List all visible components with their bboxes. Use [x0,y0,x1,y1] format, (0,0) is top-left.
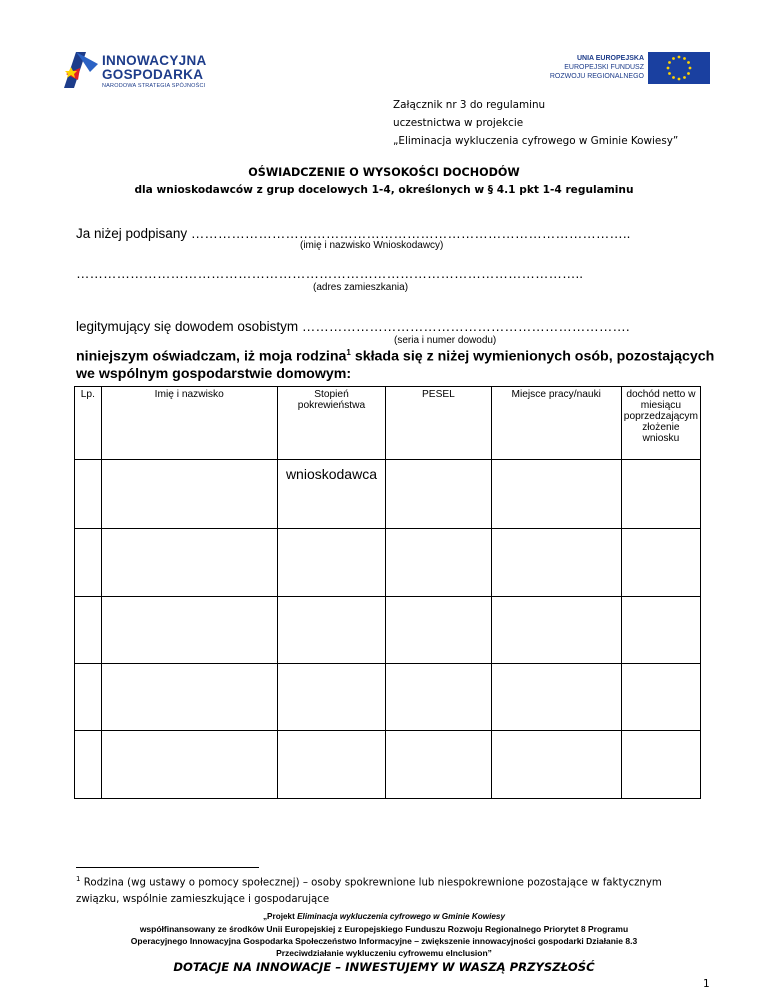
table-row [75,460,701,529]
cell-lp [75,597,102,664]
cell-relation [277,529,386,597]
cell-income [621,664,700,731]
footer-slogan: DOTACJE NA INNOWACJE – INWESTUJEMY W WASZĄ PRZYSZŁOŚĆ [173,960,595,974]
innowacyjna-gospodarka-logo [62,48,222,94]
declaration-text [76,344,714,383]
cell-relation [277,664,386,731]
header-relation: Stopień pokrewieństwa [277,387,386,460]
cell-income [621,460,700,529]
address-caption: (adres zamieszkania) [313,282,409,293]
cell-lp [75,664,102,731]
cell-workplace [491,460,621,529]
eu-logo-line2: EUROPEJSKI FUNDUSZ [564,64,644,71]
footnote-line1 [76,875,662,888]
cell-pesel [386,597,491,664]
cell-lp [75,460,102,529]
name-caption: (imię i nazwisko Wnioskodawcy) [300,240,444,251]
header-workplace: Miejsce pracy/nauki [491,387,621,460]
document-title: OŚWIADCZENIE O WYSOKOŚCI DOCHODÓW [248,166,520,179]
annex-line3: „Eliminacja wykluczenia cyfrowego w Gminie Kowiesy” [393,135,679,147]
name-line [76,226,630,241]
cell-name [101,731,277,799]
footer-project-pre: „Projekt [262,912,298,921]
ig-logo-line1: INNOWACYJNA [102,53,207,68]
footnote-mark: 1 [76,875,81,883]
cell-relation [277,597,386,664]
name-dots: …………………………………………………………………………………….. [190,226,631,241]
footer-line4: Przeciwdziałanie wykluczeniu cyfrowemu eInclusion” [276,948,492,958]
document-subtitle: dla wnioskodawców z grup docelowych 1-4, określonych w § 4.1 pkt 1-4 regulaminu [134,184,634,196]
page-number: 1 [703,978,710,990]
annex-line1: Załącznik nr 3 do regulaminu [393,99,546,111]
footnote-text1: Rodzina (wg ustawy o pomocy społecznej) – osoby spokrewnione lub niespokrewnione pozostające w faktycznym [83,877,662,889]
cell-name [101,664,277,731]
id-dots: ………………………………………………………………. [301,319,630,334]
table-row [75,529,701,597]
cell-pesel [386,731,491,799]
footer-project [0,912,768,921]
cell-workplace [491,664,621,731]
family-members-table [74,386,701,799]
footnote-line2: związku, wspólnie zamieszkujące i gospodarujące [76,894,330,905]
header-lp: Lp. [75,387,102,460]
declaration-part2: składa się z niżej wymienionych osób, pozostających [350,348,715,365]
cell-income [621,731,700,799]
table-header-row [75,387,701,460]
cell-name [101,597,277,664]
header-pesel: PESEL [386,387,491,460]
name-label: Ja niżej podpisany [76,226,188,241]
annex-line2: uczestnictwa w projekcie [393,117,524,129]
id-label: legitymujący się dowodem osobistym [76,319,299,334]
cell-income [621,529,700,597]
cell-lp [75,731,102,799]
address-dots: ………………………………………………………………………………………………….. [76,266,584,281]
eu-logo [535,52,710,84]
table-row [75,664,701,731]
eu-logo-line3: ROZWOJU REGIONALNEGO [549,73,644,80]
footnote-ref: 1 [346,348,351,357]
eu-logo-line1: UNIA EUROPEJSKA [576,55,644,62]
cell-lp [75,529,102,597]
cell-workplace [491,529,621,597]
footer-line3: Operacyjnego Innowacyjna Gospodarka Społeczeństwo Informacyjne – zwiększenie innowacyjności gospodarki Działanie 8.3 [130,936,638,946]
table-row [75,731,701,799]
id-line [76,319,630,334]
footer-line2: współfinansowany ze środków Unii Europejskiej z Europejskiego Funduszu Rozwoju Regionalnego Priorytet 8 Programu [139,924,629,934]
header-income: dochód netto w miesiącu poprzedzającym złożenie wniosku [621,387,700,460]
header-name: Imię i nazwisko [101,387,277,460]
cell-name [101,529,277,597]
cell-pesel [386,529,491,597]
table-row [75,597,701,664]
cell-name [101,460,277,529]
ig-logo-line2: GOSPODARKA [102,67,204,82]
cell-income [621,597,700,664]
cell-pesel [386,664,491,731]
ig-emblem-icon [62,50,100,90]
footnote-separator [76,867,259,868]
eu-flag-icon [648,52,710,84]
declaration-line2: we wspólnym gospodarstwie domowym: [76,365,352,382]
ig-logo-line3: NARODOWA STRATEGIA SPÓJNOŚCI [102,83,206,89]
footer-project-name: Eliminacja wykluczenia cyfrowego w Gminie Kowiesy [297,912,506,921]
id-caption: (seria i numer dowodu) [394,335,497,346]
cell-relation [277,731,386,799]
declaration-part1: niniejszym oświadczam, iż moja rodzina [76,348,347,365]
cell-relation-applicant: wnioskodawca [277,460,386,529]
cell-workplace [491,597,621,664]
cell-pesel [386,460,491,529]
cell-workplace [491,731,621,799]
